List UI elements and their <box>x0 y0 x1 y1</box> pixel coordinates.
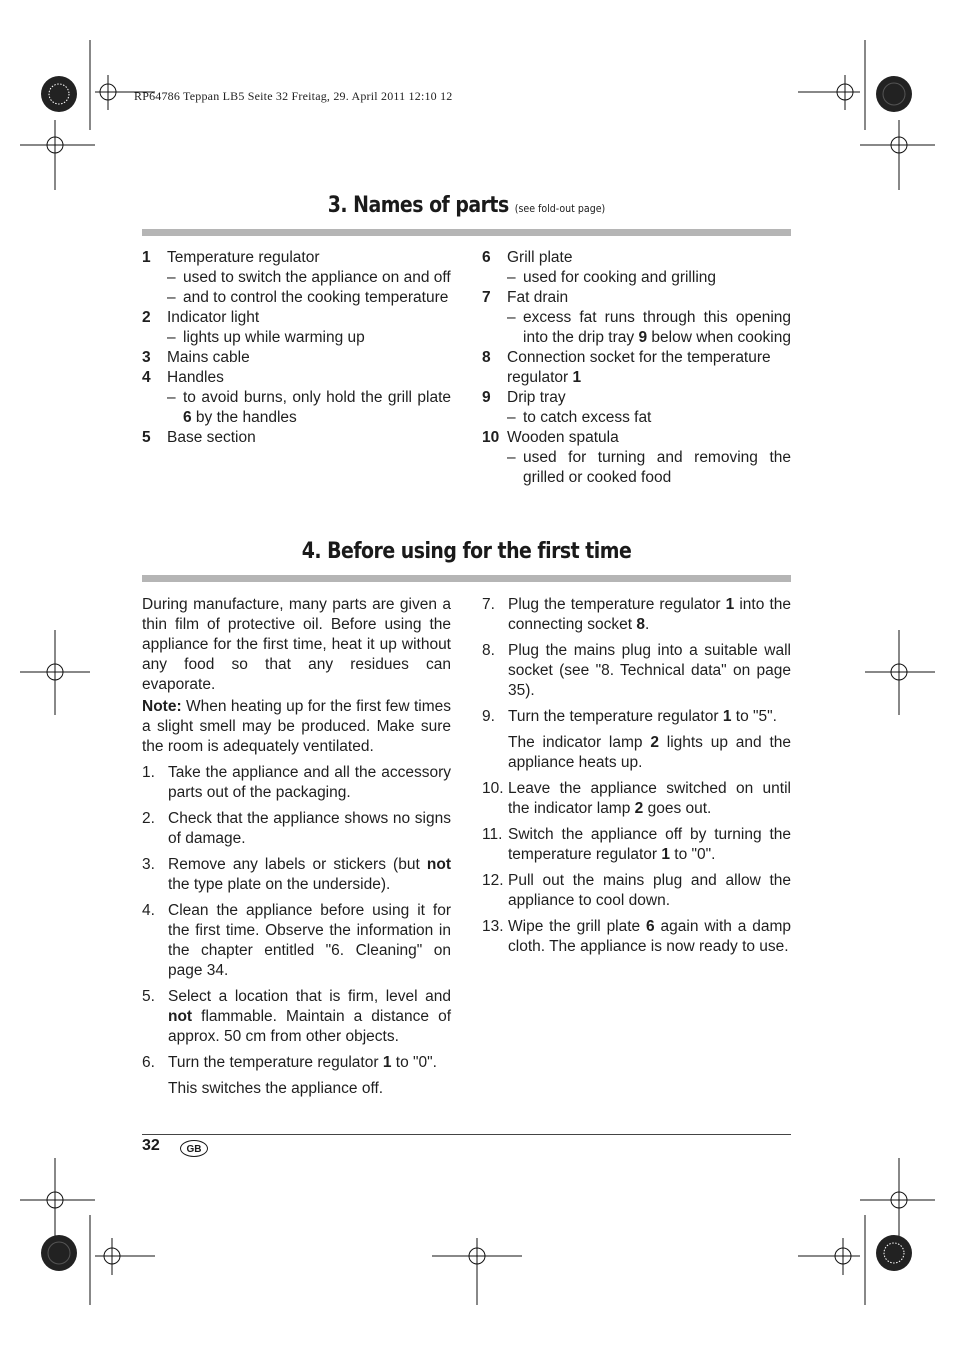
section-title-before-first-use: 4. Before using for the first time <box>301 539 632 564</box>
section-subtitle: (see fold-out page) <box>514 202 606 215</box>
step-result: This switches the appliance off. <box>168 1080 384 1097</box>
instruction-step <box>142 901 451 981</box>
part-name: Fat drain <box>507 289 569 306</box>
instruction-step <box>482 917 791 957</box>
step-text: Leave the appliance switched on until the indicator lamp 2 goes out. <box>508 780 791 817</box>
part-item <box>482 388 791 428</box>
part-number: 4 <box>142 369 151 386</box>
part-item <box>142 308 451 348</box>
step-number: 4. <box>142 902 155 919</box>
step-text: Turn the temperature regulator 1 to "0". <box>168 1054 437 1071</box>
part-name: Temperature regulator <box>167 249 320 266</box>
steps-list-right <box>482 595 791 957</box>
section-title-names-of-parts <box>187 193 745 218</box>
part-description: – to avoid burns, only hold the grill plate 6 by the handles <box>167 388 451 428</box>
instruction-step <box>142 855 451 895</box>
title-divider <box>142 575 791 582</box>
step-number: 12. <box>482 872 504 889</box>
instruction-step <box>482 825 791 865</box>
part-number: 1 <box>142 249 151 266</box>
part-number: 2 <box>142 309 151 326</box>
footer-divider <box>142 1134 791 1135</box>
instruction-step <box>482 641 791 701</box>
part-name: Connection socket for the temperature regulator 1 <box>507 349 771 386</box>
title-divider <box>142 229 791 236</box>
part-item <box>482 348 791 388</box>
note-paragraph <box>142 697 451 757</box>
note-text: When heating up for the first few times a slight smell may be produced. Make sure the room is adequately ventilated. <box>142 698 452 755</box>
part-number: 8 <box>482 349 491 366</box>
step-number: 6. <box>142 1054 155 1071</box>
instruction-step <box>142 809 451 849</box>
step-text: Pull out the mains plug and allow the appliance to cool down. <box>508 872 791 909</box>
part-number: 10 <box>482 429 500 446</box>
step-number: 11. <box>482 826 503 843</box>
part-name: Mains cable <box>167 349 250 366</box>
part-item <box>142 348 451 368</box>
step-text: Check that the appliance shows no signs of damage. <box>168 810 451 847</box>
part-number: 9 <box>482 389 491 406</box>
part-number: 5 <box>142 429 151 446</box>
step-number: 3. <box>142 856 155 873</box>
part-item <box>142 248 451 308</box>
print-header: RP64786 Teppan LB5 Seite 32 Freitag, 29. April 2011 12:10 12 <box>134 89 453 103</box>
step-text: Select a location that is firm, level and not flammable. Maintain a distance of approx. 50 cm from other objects. <box>168 988 451 1045</box>
part-name: Drip tray <box>507 389 566 406</box>
part-item <box>482 428 791 488</box>
instruction-step <box>482 779 791 819</box>
instruction-step <box>482 871 791 911</box>
part-name: Indicator light <box>167 309 260 326</box>
part-description: – used to switch the appliance on and off <box>167 268 451 288</box>
language-badge: GB <box>180 1140 208 1157</box>
part-name: Grill plate <box>507 249 573 266</box>
part-item <box>482 248 791 288</box>
steps-list-left <box>142 763 451 1099</box>
instruction-step <box>142 1053 451 1073</box>
step-text: Plug the mains plug into a suitable wall socket (see "8. Technical data" on page 35). <box>508 642 791 699</box>
step-result: The indicator lamp 2 lights up and the appliance heats up. <box>508 734 791 771</box>
instruction-step <box>142 987 451 1047</box>
part-description: – lights up while warming up <box>167 328 451 348</box>
part-name: Handles <box>167 369 224 386</box>
parts-list-right <box>482 248 791 488</box>
instruction-step <box>142 763 451 803</box>
instruction-step <box>482 707 791 727</box>
first-use-right-column <box>482 589 791 957</box>
step-text: Turn the temperature regulator 1 to "5". <box>508 708 777 725</box>
part-item <box>142 428 451 448</box>
step-number: 5. <box>142 988 155 1005</box>
note-label: Note: <box>142 698 182 715</box>
part-name: Wooden spatula <box>507 429 619 446</box>
parts-list-left <box>142 248 451 448</box>
step-text: Plug the temperature regulator 1 into the connecting socket 8. <box>508 596 791 633</box>
part-number: 6 <box>482 249 491 266</box>
step-number: 9. <box>482 708 495 725</box>
step-number: 13. <box>482 918 504 935</box>
step-number: 2. <box>142 810 155 827</box>
part-name: Base section <box>167 429 256 446</box>
intro-paragraph: During manufacture, many parts are given a thin film of protective oil. Before using the appliance for the first time, heat it up without any food so that any residues can evaporate. <box>142 596 451 693</box>
part-number: 3 <box>142 349 151 366</box>
step-text: Switch the appliance off by turning the temperature regulator 1 to "0". <box>508 826 791 863</box>
part-description: – used for cooking and grilling <box>507 268 791 288</box>
part-item <box>142 368 451 428</box>
step-text: Remove any labels or stickers (but not the type plate on the underside). <box>168 856 451 893</box>
page-number: 32 <box>142 1137 160 1154</box>
part-number: 7 <box>482 289 491 306</box>
section-title-text: 3. Names of parts <box>327 193 509 218</box>
step-number: 10. <box>482 780 504 797</box>
step-number: 1. <box>142 764 155 781</box>
instruction-step <box>482 595 791 635</box>
step-number: 8. <box>482 642 495 659</box>
part-description: – and to control the cooking temperature <box>167 288 451 308</box>
step-text: Clean the appliance before using it for the first time. Observe the information in the chapter entitled "6. Cleaning" on page 34. <box>168 902 451 979</box>
step-text: Wipe the grill plate 6 again with a damp cloth. The appliance is now ready to use. <box>508 918 792 955</box>
part-description: – excess fat runs through this opening into the drip tray 9 below when cooking <box>507 308 791 348</box>
step-text: Take the appliance and all the accessory parts out of the packaging. <box>168 764 451 801</box>
part-description: – to catch excess fat <box>507 408 791 428</box>
part-description: – used for turning and removing the grilled or cooked food <box>507 448 791 488</box>
part-item <box>482 288 791 348</box>
first-use-left-column <box>142 595 451 1099</box>
step-number: 7. <box>482 596 495 613</box>
